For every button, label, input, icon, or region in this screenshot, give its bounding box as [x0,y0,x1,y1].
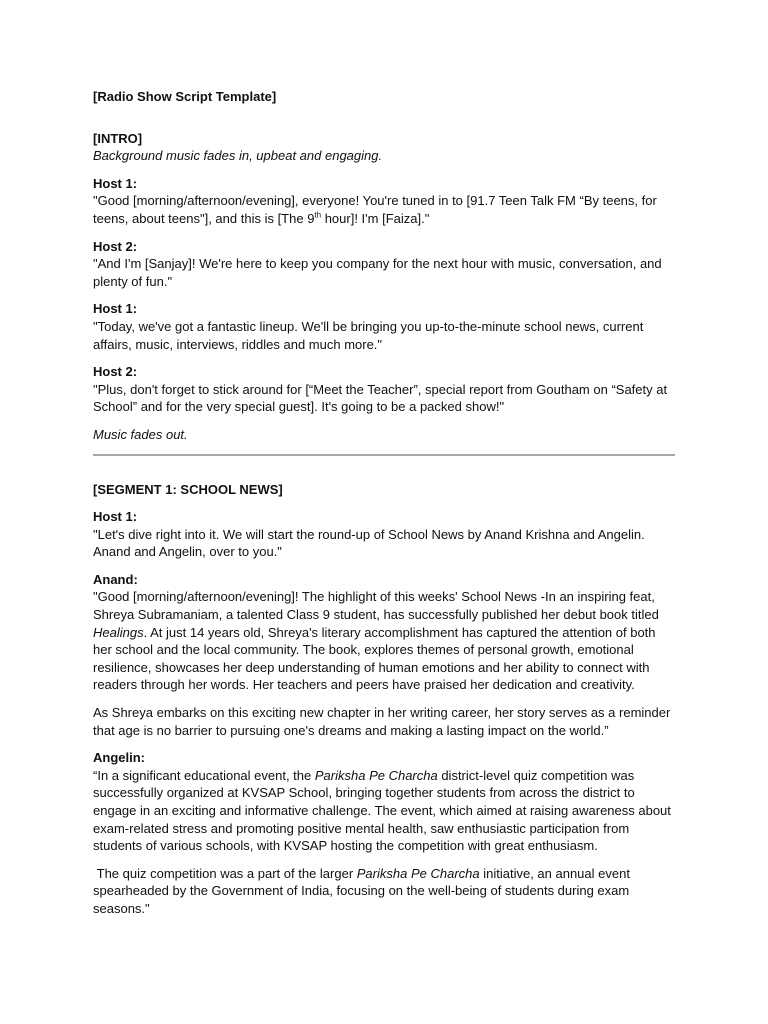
dialogue-angelin [93,749,675,917]
dialogue-host2-a [93,238,675,291]
section-divider [93,454,675,456]
book-title: Healings [93,624,144,640]
stage-direction-music-out: Music fades out. [93,426,188,442]
event-name: Pariksha Pe Charcha [314,767,438,783]
dialogue-text-part: . At just 14 years old, Shreya's literary accomplishment has captured the attention of both her school and the local community. The book, explores themes of personal growth, emotional resilience, showcases her deep understanding of human emotions and her ability to connect with readers through her words. Her teachers and peers have praised her dedication and creativity. [93,624,656,693]
dialogue-text: "Plus, don't forget to stick around for [“Meet the Teacher”, special report from Goutham on “Safety at School” and for the very special guest]. It's going to be a packed show!" [93,381,668,415]
dialogue-text [93,192,675,227]
speaker-label: Host 1: [93,301,138,317]
speaker-label: Anand: [93,571,138,587]
speaker-label: Angelin: [93,750,145,766]
document-title: [Radio Show Script Template] [93,89,277,104]
dialogue-text: "And I'm [Sanjay]! We're here to keep you company for the next hour with music, conversation, and plenty of fun." [93,256,662,289]
ordinal-suffix: th [314,210,322,220]
dialogue-host1-a [93,175,675,228]
speaker-label: Host 1: [93,509,138,525]
intro-heading: [INTRO] [93,130,143,146]
speaker-label: Host 2: [93,364,138,380]
speaker-label: Host 2: [93,238,138,254]
dialogue-host1-segment1 [93,508,675,561]
dialogue-host1-b [93,300,675,353]
dialogue-text-part: "Good [morning/afternoon/evening], everyone! You're tuned in to [91.7 Teen Talk FM “By teens, for teens, about teens"], and this is [The 9 [93,193,657,226]
dialogue-text [93,767,675,855]
stage-direction-music-in: Background music fades in, upbeat and engaging. [93,148,383,164]
segment1-heading: [SEGMENT 1: SCHOOL NEWS] [93,481,283,497]
dialogue-text [93,865,675,918]
dialogue-text-part: The quiz competition was a part of the larger [93,865,357,881]
dialogue-text: "Let's dive right into it. We will start the round-up of School News by Anand Krishna and Angelin. Anand and Angelin, over to you." [93,526,645,560]
event-name: Pariksha Pe Charcha [356,865,480,881]
dialogue-anand [93,571,675,739]
dialogue-text-part: "Good [morning/afternoon/evening]! The highlight of this weeks' School News -In an inspiring feat, Shreya Subramaniam, a talented Class 9 student, has successfully published her debut book titled [93,589,659,623]
dialogue-text: "Today, we've got a fantastic lineup. We'll be bringing you up-to-the-minute school news, current affairs, music, interviews, riddles and much more." [93,318,644,352]
dialogue-host2-b [93,363,675,416]
speaker-label: Host 1: [93,175,138,191]
dialogue-text-part: “In a significant educational event, the [93,767,315,783]
dialogue-text-part: hour]! I'm [Faiza]." [321,210,430,226]
dialogue-text [93,588,675,694]
dialogue-text: As Shreya embarks on this exciting new chapter in her writing career, her story serves as a reminder that age is no barrier to pursuing one's dreams and making a lasting impact on the world.” [93,705,671,738]
dialogue-text-part: district-level quiz competition was successfully organized at KVSAP School, bringing together students from across the district to engage in an exciting and informative challenge. The event, which aimed at raising awareness about exam-related stress and promoting positive mental health, saw enthusiastic participation from students of various schools, with KVSAP hosting the competition with great enthusiasm. [93,767,671,854]
dialogue-text-part: initiative, an annual event spearheaded by the Government of India, focusing on the well-being of students during exam seasons." [93,865,634,916]
